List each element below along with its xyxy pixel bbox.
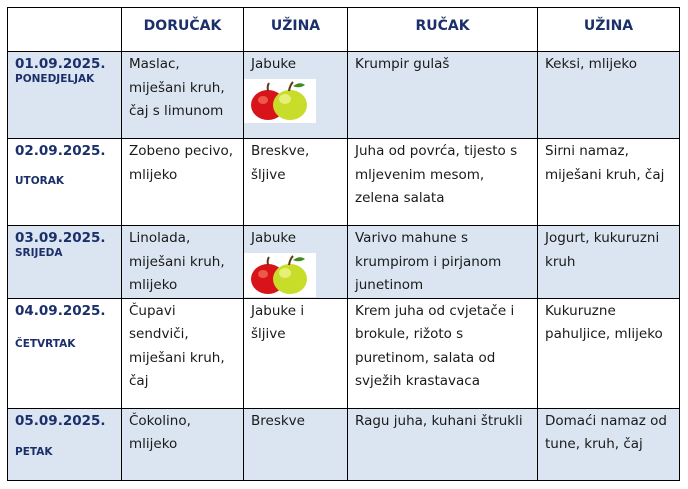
day-name: PETAK bbox=[15, 445, 53, 458]
snack2-text: Sirni namaz, miješani kruh, čaj bbox=[545, 143, 665, 183]
snack1-cell bbox=[244, 226, 348, 299]
day-name: SRIJEDA bbox=[15, 247, 63, 259]
lunch-text: Juha od povrća, tijesto s mljevenim mesom, zelena salata bbox=[355, 143, 518, 206]
day-cell bbox=[8, 139, 122, 226]
snack2-cell bbox=[538, 52, 680, 139]
header-row bbox=[8, 8, 680, 52]
lunch-cell bbox=[348, 298, 538, 408]
apples-icon bbox=[244, 253, 316, 297]
header-snack-2: UŽINA bbox=[538, 8, 680, 52]
breakfast-cell bbox=[122, 139, 244, 226]
weekly-menu-table bbox=[7, 7, 680, 481]
snack2-text: Domaći namaz od tune, kruh, čaj bbox=[545, 412, 668, 452]
day-date: 03.09.2025. bbox=[15, 230, 106, 246]
breakfast-text: Čupavi sendviči, miješani kruh, čaj bbox=[129, 302, 225, 389]
snack1-cell bbox=[244, 298, 348, 408]
header-breakfast: DORUČAK bbox=[122, 8, 244, 52]
lunch-text: Krem juha od cvjetače i brokule, rižoto s puretinom, salata od svježih krastavaca bbox=[355, 302, 515, 389]
day-name: ČETVRTAK bbox=[15, 337, 76, 350]
snack2-text: Jogurt, kukuruzni kruh bbox=[545, 230, 660, 270]
header-snack-1: UŽINA bbox=[244, 8, 348, 52]
lunch-cell bbox=[348, 226, 538, 299]
snack2-cell bbox=[538, 139, 680, 226]
lunch-text: Krumpir gulaš bbox=[355, 56, 450, 72]
lunch-cell bbox=[348, 408, 538, 480]
day-cell bbox=[8, 226, 122, 299]
snack1-cell bbox=[244, 52, 348, 139]
day-date: 05.09.2025. bbox=[15, 412, 106, 429]
lunch-text: Ragu juha, kuhani štrukli bbox=[355, 412, 523, 429]
table-row bbox=[8, 298, 680, 408]
snack2-text: Keksi, mlijeko bbox=[545, 56, 637, 72]
snack2-cell bbox=[538, 298, 680, 408]
snack2-cell bbox=[538, 226, 680, 299]
day-cell bbox=[8, 298, 122, 408]
day-date: 04.09.2025. bbox=[15, 302, 106, 319]
snack1-cell bbox=[244, 408, 348, 480]
lunch-cell bbox=[348, 52, 538, 139]
day-date: 02.09.2025. bbox=[15, 143, 106, 159]
day-name: PONEDJELJAK bbox=[15, 73, 95, 85]
snack1-text: Breskve bbox=[251, 412, 305, 429]
day-name: UTORAK bbox=[15, 175, 64, 187]
breakfast-text: Čokolino, mlijeko bbox=[129, 412, 191, 452]
snack2-text: Kukuruzne pahuljice, mlijeko bbox=[545, 302, 663, 342]
breakfast-text: Zobeno pecivo, mlijeko bbox=[129, 143, 234, 183]
header-lunch: RUČAK bbox=[348, 8, 538, 52]
table-row bbox=[8, 408, 680, 480]
breakfast-cell bbox=[122, 298, 244, 408]
day-cell bbox=[8, 52, 122, 139]
snack1-text: Jabuke i šljive bbox=[251, 302, 305, 342]
lunch-text: Varivo mahune s krumpirom i pirjanom junetinom bbox=[355, 230, 502, 293]
breakfast-cell bbox=[122, 408, 244, 480]
snack1-cell bbox=[244, 139, 348, 226]
breakfast-cell bbox=[122, 226, 244, 299]
breakfast-text: Linolada, miješani kruh, mlijeko bbox=[129, 230, 225, 293]
breakfast-cell bbox=[122, 52, 244, 139]
header-empty bbox=[8, 8, 122, 52]
snack1-text: Jabuke bbox=[251, 56, 297, 72]
snack1-text: Breskve, šljive bbox=[251, 143, 310, 183]
table-row bbox=[8, 52, 680, 139]
snack1-text: Jabuke bbox=[251, 230, 297, 246]
apples-icon bbox=[244, 79, 316, 123]
day-date: 01.09.2025. bbox=[15, 56, 106, 72]
snack2-cell bbox=[538, 408, 680, 480]
lunch-cell bbox=[348, 139, 538, 226]
table-row bbox=[8, 139, 680, 226]
table-row bbox=[8, 226, 680, 299]
day-cell bbox=[8, 408, 122, 480]
breakfast-text: Maslac, miješani kruh, čaj s limunom bbox=[129, 56, 225, 119]
